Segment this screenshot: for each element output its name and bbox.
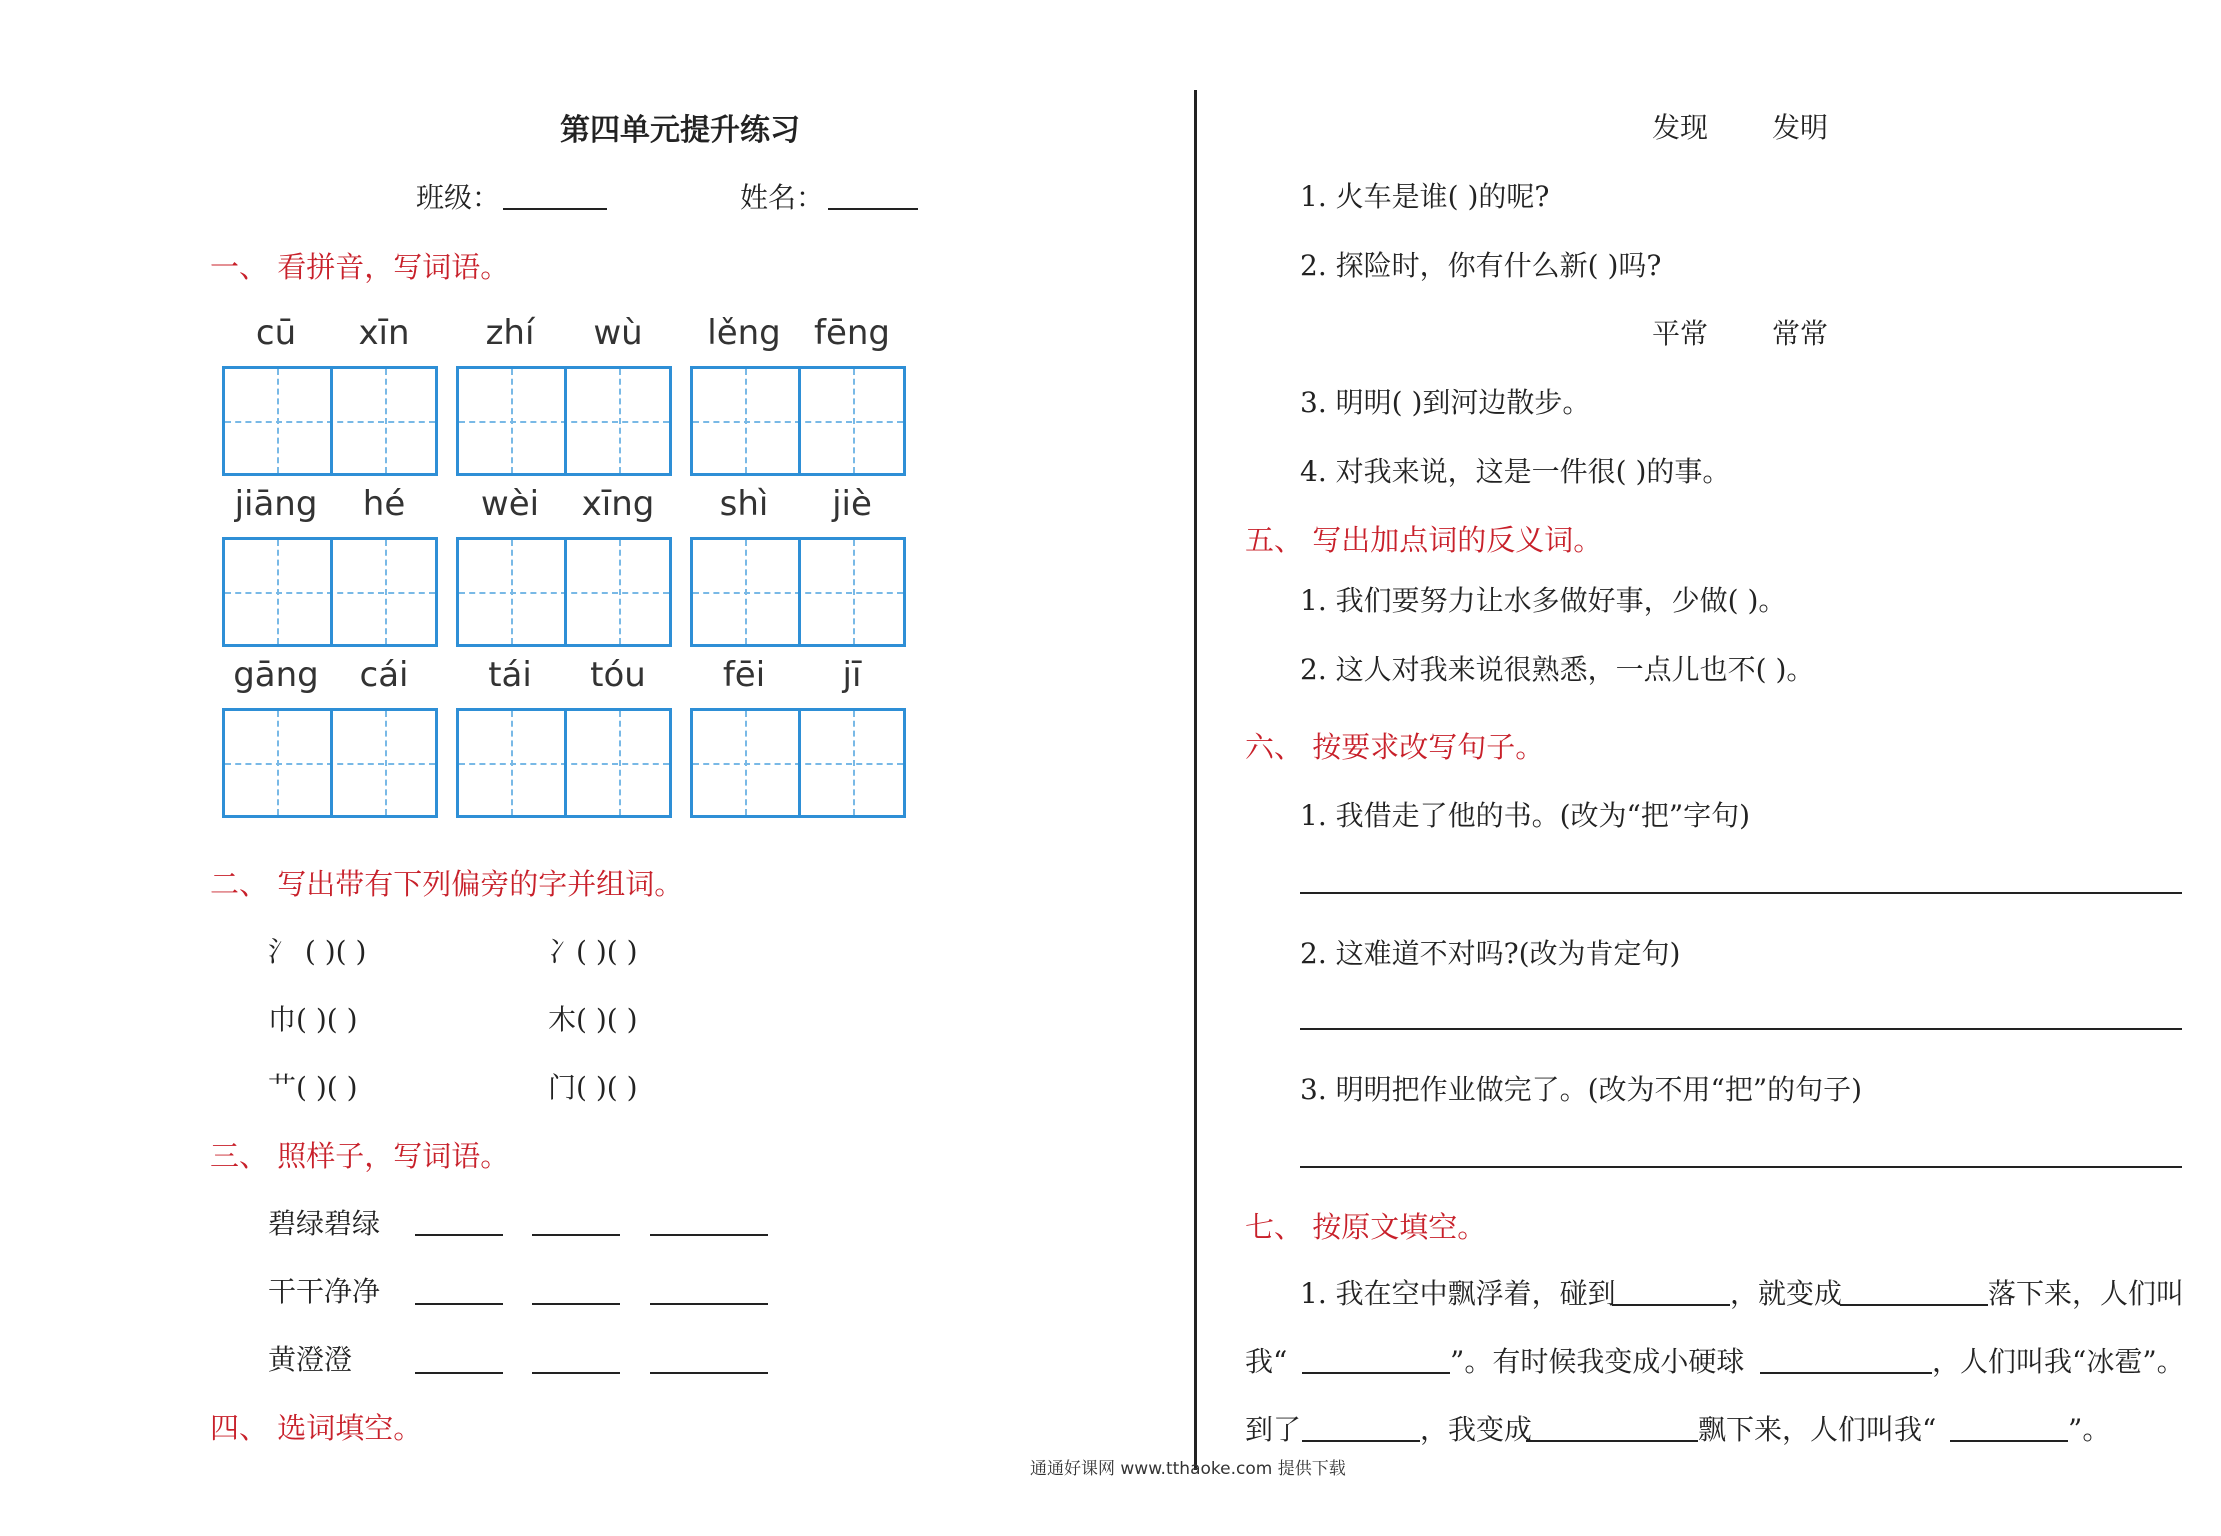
radical-item: 巾( )( ) bbox=[268, 1003, 358, 1036]
pinyin: cái bbox=[359, 655, 409, 695]
question: 4. 对我来说，这是一件很( )的事。 bbox=[1300, 455, 1731, 488]
example-word: 碧绿碧绿 bbox=[268, 1207, 381, 1240]
column-divider bbox=[1194, 90, 1197, 1470]
fill-text: ，我变成 bbox=[1420, 1413, 1533, 1446]
section-4-heading: 四、 选词填空。 bbox=[210, 1411, 423, 1445]
radical-item: 氵 ( )( ) bbox=[268, 935, 367, 968]
page-title: 第四单元提升练习 bbox=[560, 113, 800, 148]
example-word: 黄澄澄 bbox=[268, 1343, 353, 1376]
pinyin: wèi bbox=[480, 484, 540, 524]
question: 2. 这难道不对吗?(改为肯定句) bbox=[1300, 937, 1681, 970]
word-choice: 发现 bbox=[1652, 111, 1709, 144]
fill-blank[interactable] bbox=[1526, 1440, 1698, 1442]
fill-blank[interactable] bbox=[1950, 1440, 2068, 1442]
fill-blank[interactable] bbox=[1612, 1304, 1730, 1306]
character-box[interactable] bbox=[690, 366, 906, 476]
pinyin: tóu bbox=[590, 655, 646, 695]
fill-text: ”。 bbox=[2068, 1413, 2111, 1446]
answer-blank[interactable] bbox=[532, 1303, 620, 1305]
example-word: 干干净净 bbox=[268, 1275, 381, 1308]
answer-blank[interactable] bbox=[532, 1234, 620, 1236]
section-3-heading: 三、 照样子，写词语。 bbox=[210, 1139, 510, 1173]
name-blank bbox=[828, 208, 918, 210]
character-box[interactable] bbox=[222, 537, 438, 647]
character-box[interactable] bbox=[690, 708, 906, 818]
pinyin: tái bbox=[488, 655, 532, 695]
radical-item: 门( )( ) bbox=[548, 1071, 638, 1104]
answer-line[interactable] bbox=[1300, 1028, 2182, 1030]
fill-text: 落下来，人们叫 bbox=[1988, 1277, 2185, 1310]
character-box[interactable] bbox=[456, 537, 672, 647]
fill-text: ，人们叫我“冰雹”。 bbox=[1932, 1345, 2185, 1378]
pinyin: wù bbox=[593, 313, 643, 353]
character-box[interactable] bbox=[690, 537, 906, 647]
fill-text: 我“ bbox=[1245, 1345, 1288, 1378]
character-box[interactable] bbox=[222, 366, 438, 476]
fill-text: 飘下来，人们叫我“ bbox=[1698, 1413, 1937, 1446]
pinyin: jiāng bbox=[234, 484, 318, 524]
pinyin: zhí bbox=[485, 313, 535, 353]
pinyin: xīng bbox=[581, 484, 655, 524]
question: 1. 我借走了他的书。(改为“把”字句) bbox=[1300, 799, 1751, 832]
answer-blank[interactable] bbox=[650, 1303, 768, 1305]
question: 2. 这人对我来说很熟悉，一点儿也不( )。 bbox=[1300, 653, 1815, 686]
section-1-heading: 一、 看拼音，写词语。 bbox=[210, 250, 510, 284]
answer-line[interactable] bbox=[1300, 892, 2182, 894]
fill-blank[interactable] bbox=[1760, 1372, 1932, 1374]
question: 1. 我们要努力让水多做好事，少做( )。 bbox=[1300, 584, 1787, 617]
character-box[interactable] bbox=[456, 366, 672, 476]
answer-blank[interactable] bbox=[415, 1372, 503, 1374]
class-blank bbox=[503, 208, 607, 210]
fill-blank[interactable] bbox=[1302, 1372, 1450, 1374]
fill-text: 1. 我在空中飘浮着，碰到 bbox=[1300, 1277, 1616, 1310]
answer-blank[interactable] bbox=[415, 1234, 503, 1236]
footer-credit: 通通好课网 www.tthaoke.com 提供下载 bbox=[1030, 1459, 1346, 1479]
pinyin: shì bbox=[719, 484, 769, 524]
pinyin: jiè bbox=[832, 484, 872, 524]
radical-item: 冫( )( ) bbox=[548, 935, 638, 968]
pinyin: fēi bbox=[722, 655, 766, 695]
answer-blank[interactable] bbox=[650, 1234, 768, 1236]
pinyin: fēng bbox=[813, 313, 891, 353]
answer-line[interactable] bbox=[1300, 1166, 2182, 1168]
answer-blank[interactable] bbox=[650, 1372, 768, 1374]
fill-text: 到了 bbox=[1245, 1413, 1302, 1446]
answer-blank[interactable] bbox=[415, 1303, 503, 1305]
section-7-heading: 七、 按原文填空。 bbox=[1245, 1210, 1487, 1244]
pinyin: xīn bbox=[358, 313, 410, 353]
section-6-heading: 六、 按要求改写句子。 bbox=[1245, 730, 1545, 764]
character-box[interactable] bbox=[456, 708, 672, 818]
pinyin: hé bbox=[362, 484, 406, 524]
class-label: 班级： bbox=[416, 181, 501, 214]
word-choice: 发明 bbox=[1772, 111, 1829, 144]
question: 3. 明明把作业做完了。(改为不用“把”的句子) bbox=[1300, 1073, 1863, 1106]
fill-text: ，就变成 bbox=[1730, 1277, 1843, 1310]
word-choice: 平常 bbox=[1652, 317, 1709, 350]
name-label: 姓名： bbox=[740, 181, 825, 214]
fill-blank[interactable] bbox=[1302, 1440, 1420, 1442]
section-2-heading: 二、 写出带有下列偏旁的字并组词。 bbox=[210, 867, 684, 901]
pinyin: lěng bbox=[707, 313, 781, 353]
radical-item: 木( )( ) bbox=[548, 1003, 638, 1036]
pinyin: cū bbox=[255, 313, 297, 353]
question: 2. 探险时，你有什么新( )吗? bbox=[1300, 249, 1662, 282]
question: 3. 明明( )到河边散步。 bbox=[1300, 386, 1591, 419]
answer-blank[interactable] bbox=[532, 1372, 620, 1374]
section-5-heading: 五、 写出加点词的反义词。 bbox=[1245, 523, 1603, 557]
fill-blank[interactable] bbox=[1840, 1304, 1988, 1306]
word-choice: 常常 bbox=[1772, 317, 1829, 350]
fill-text: ”。有时候我变成小硬球 bbox=[1450, 1345, 1745, 1378]
question: 1. 火车是谁( )的呢? bbox=[1300, 180, 1550, 213]
pinyin: jī bbox=[842, 655, 862, 695]
character-box[interactable] bbox=[222, 708, 438, 818]
radical-item: 艹( )( ) bbox=[268, 1071, 358, 1104]
pinyin: gāng bbox=[233, 655, 319, 695]
